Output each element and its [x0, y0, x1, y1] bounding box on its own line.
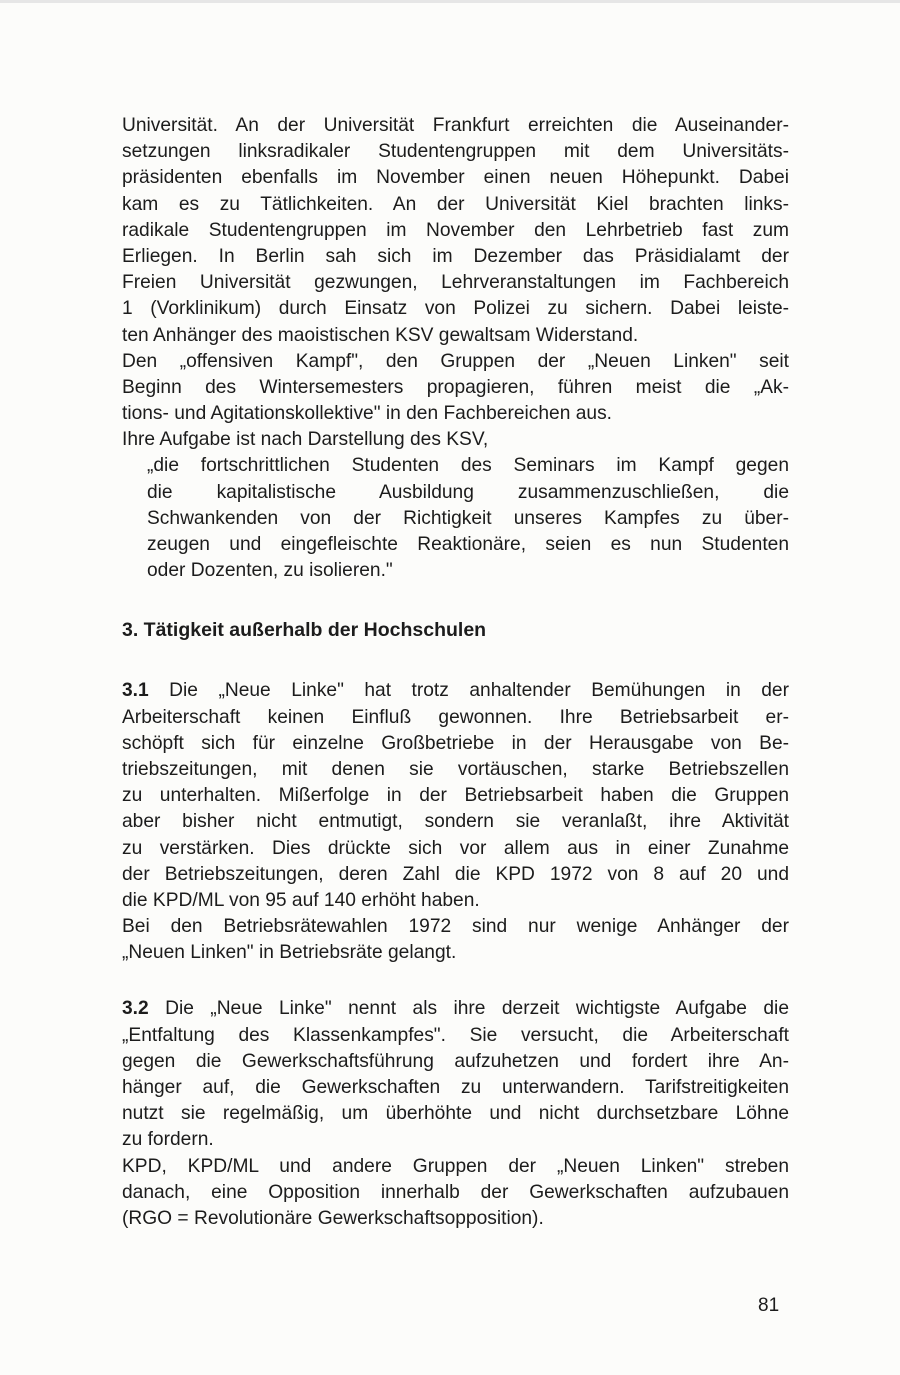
scan-edge-rule: [0, 0, 900, 3]
text-line: (RGO = Revolutionäre Gewerkschaftsopposition).: [122, 1207, 544, 1229]
paragraph-universities: [122, 113, 789, 349]
text-line: zu verstärken. Dies drückte sich vor allem aus in einer Zunahme: [122, 837, 789, 859]
text-line: „Entfaltung des Klassenkampfes". Sie versucht, die Arbeiterschaft: [122, 1024, 789, 1046]
text-line: danach, eine Opposition innerhalb der Gewerkschaften aufzubauen: [122, 1181, 789, 1203]
text-line: radikale Studentengruppen im November den Lehrbetrieb fast zum: [122, 219, 789, 241]
quote-line: zeugen und eingefleischte Reaktionäre, seien es nun Studenten: [147, 534, 789, 555]
text-line: Den „offensiven Kampf", den Gruppen der „Neuen Linken" seit: [122, 350, 789, 372]
text-line: Universität. An der Universität Frankfurt erreichten die Auseinander-: [122, 115, 789, 136]
quote-line: die kapitalistische Ausbildung zusammenzuschließen, die: [147, 481, 789, 503]
text-run: Die „Neue Linke" nennt als ihre derzeit wichtigste Aufgabe die: [148, 998, 789, 1020]
text-line: [122, 678, 789, 704]
section-3-2: [122, 996, 789, 1232]
text-line: [122, 996, 789, 1022]
text-line: ten Anhänger des maoistischen KSV gewaltsam Widerstand.: [122, 324, 639, 346]
text-line: setzungen linksradikaler Studentengruppen mit dem Universitäts-: [122, 141, 789, 163]
paragraph-ksv-intro: Ihre Aufgabe ist nach Darstellung des KSV,: [122, 429, 489, 451]
quote-line: oder Dozenten, zu isolieren.": [147, 560, 393, 582]
section-heading: 3. Tätigkeit außerhalb der Hochschulen: [122, 619, 487, 642]
text-line: Bei den Betriebsrätewahlen 1972 sind nur wenige Anhänger der: [122, 916, 789, 938]
text-line: schöpft sich für einzelne Großbetriebe in der Herausgabe von Be-: [122, 732, 789, 754]
text-line: nutzt sie regelmäßig, um überhöhte und nicht durchsetzbare Löhne: [122, 1103, 789, 1125]
text-line: aber bisher nicht entmutigt, sondern sie veranlaßt, ihre Aktivität: [122, 811, 789, 833]
paragraph-offensive-fight: [122, 349, 789, 428]
text-line: 1 (Vorklinikum) durch Einsatz von Polizei zu sichern. Dabei leiste-: [122, 298, 789, 320]
text-line: gegen die Gewerkschaftsführung aufzuhetzen und fordert ihre An-: [122, 1050, 789, 1072]
section-number: 3.2: [122, 998, 149, 1020]
text-line: der Betriebszeitungen, deren Zahl die KPD 1972 von 8 auf 20 und: [122, 863, 789, 885]
quote-line: Schwankenden von der Richtigkeit unseres Kampfes zu über-: [147, 507, 789, 529]
text-line: Erliegen. In Berlin sah sich im Dezember das Präsidialamt der: [122, 245, 789, 267]
page-body: [122, 113, 789, 1232]
text-line: Freien Universität gezwungen, Lehrveranstaltungen im Fachbereich: [122, 272, 789, 294]
text-line: Beginn des Wintersemesters propagieren, führen meist die „Ak-: [122, 376, 789, 398]
ksv-quote: [122, 453, 789, 584]
text-line: triebszeitungen, mit denen sie vortäuschen, starke Betriebszellen: [122, 758, 789, 780]
section-number: 3.1: [122, 680, 149, 702]
section-3-1: [122, 678, 789, 966]
text-run: Die „Neue Linke" hat trotz anhaltender Bemühungen in der: [148, 680, 789, 702]
text-line: zu unterhalten. Mißerfolge in der Betriebsarbeit haben die Gruppen: [122, 785, 789, 807]
text-line: zu fordern.: [122, 1129, 214, 1151]
quote-line: „die fortschrittlichen Studenten des Seminars im Kampf gegen: [147, 455, 789, 477]
text-line: KPD, KPD/ML und andere Gruppen der „Neuen Linken" streben: [122, 1155, 789, 1177]
text-line: „Neuen Linken" in Betriebsräte gelangt.: [122, 942, 457, 964]
text-line: die KPD/ML von 95 auf 140 erhöht haben.: [122, 889, 480, 911]
text-line: Arbeiterschaft keinen Einfluß gewonnen. Ihre Betriebsarbeit er-: [122, 706, 789, 728]
section-gap: [122, 966, 789, 996]
page-number: 81: [758, 1295, 780, 1316]
text-line: tions- und Agitationskollektive" in den Fachbereichen aus.: [122, 403, 612, 425]
text-line: präsidenten ebenfalls im November einen neuen Höhepunkt. Dabei: [122, 167, 789, 189]
text-line: hänger auf, die Gewerkschaften zu unterwandern. Tarifstreitigkeiten: [122, 1077, 789, 1098]
text-line: kam es zu Tätlichkeiten. An der Universität Kiel brachten links-: [122, 193, 789, 215]
